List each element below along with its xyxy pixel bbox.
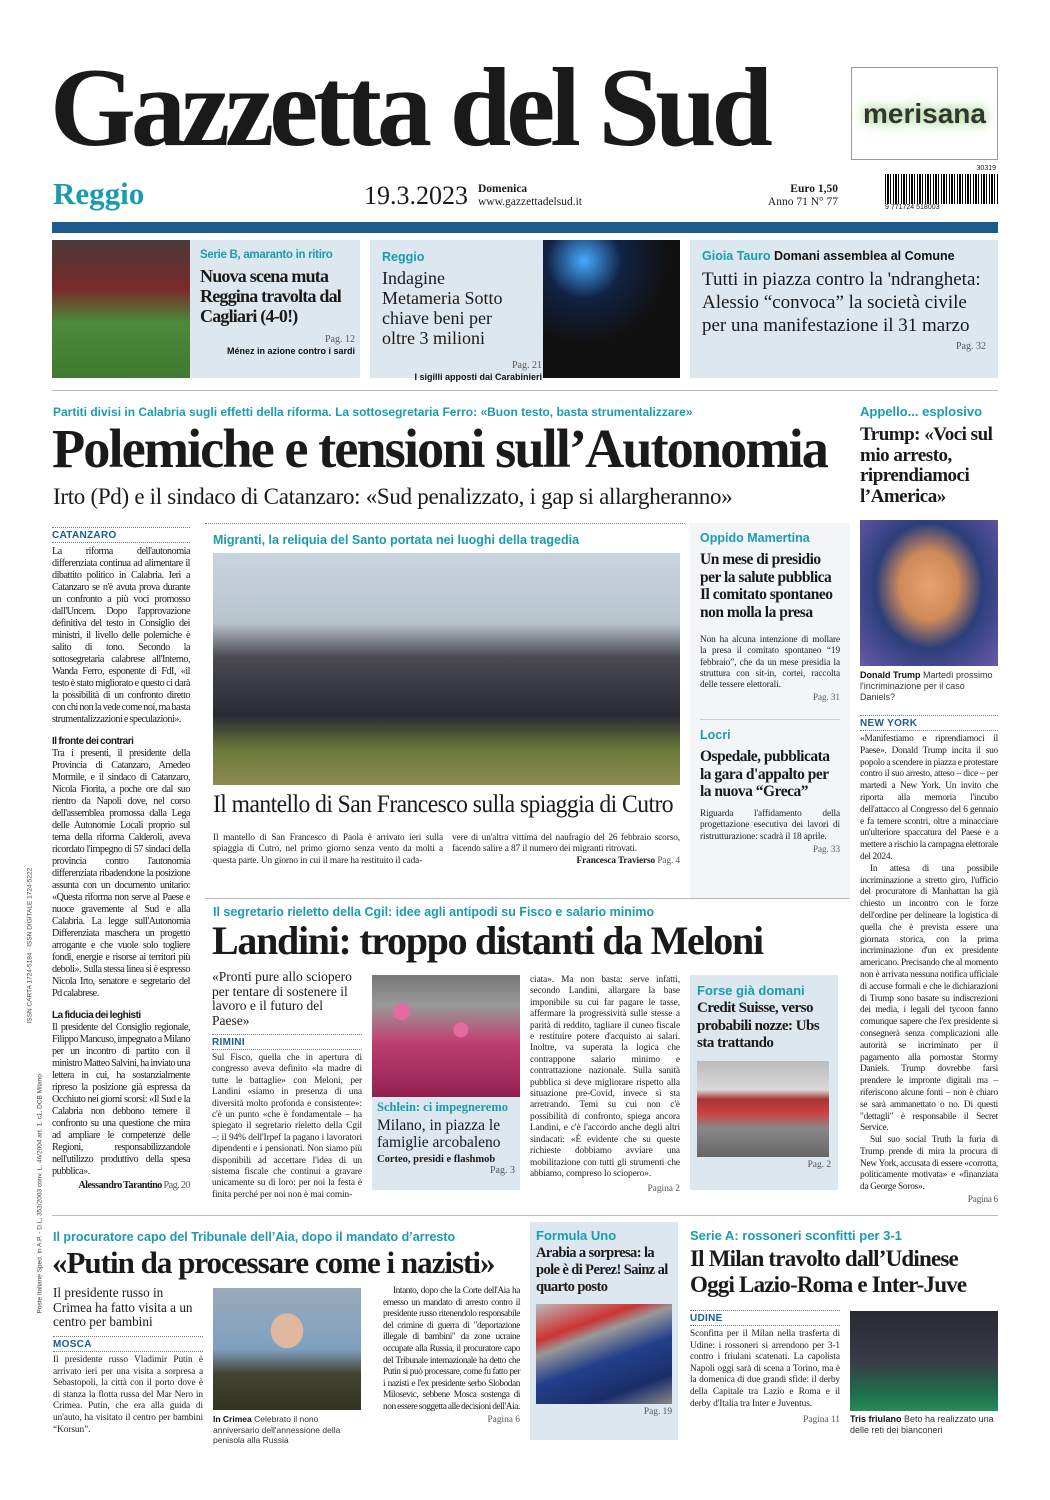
masthead-title: Gazzetta del Sud	[50, 46, 768, 170]
legal-postal: Poste Italiane Sped. in A.P. - D.L. 353/2003 conv. L. 46/2004 art. 1, c1, DCB Milano	[36, 1074, 44, 1314]
putin-screen-photo	[213, 1288, 361, 1410]
schlein-box[interactable]	[372, 975, 520, 1190]
oppido-headline[interactable]: Un mese di presidio per la salute pubblica Il comitato spontaneo non molla la presa	[700, 551, 833, 621]
teaser-gioia-tauro[interactable]	[690, 240, 998, 378]
photo-caption: Martedì prossimo l'incriminazione per il caso Daniels?	[860, 670, 993, 702]
issue-number: Anno 71 N° 77	[767, 196, 838, 208]
photo-caption: Beto ha realizzato una delle reti dei bianconeri	[850, 1414, 994, 1435]
schlein-sub: Corteo, presidi e flashmob	[377, 1154, 496, 1165]
masthead-bar	[52, 222, 998, 233]
ubs-kicker: Forse già domani	[697, 983, 805, 998]
article-text: Il presidente russo Vladimir Putin è arrivato ieri per una visita a sorpresa a Sebastopoli, la città con il porto dove è di stanza la flotta russa del Mar Nero in Crimea. Putin, che era alla guida di un'auto, ha visitato il centro per bambini “Korsun”.	[53, 1355, 203, 1435]
putin-headline[interactable]: «Putin da processare come i nazisti»	[52, 1245, 495, 1280]
page-ref: Pagina 6	[967, 1195, 998, 1206]
f1-photo	[536, 1304, 672, 1404]
teaser-title: Indagine Metameria Sotto chiave beni per oltre 3 milioni	[382, 268, 503, 348]
schlein-kicker: Schlein: ci impegneremo	[377, 1100, 508, 1114]
author: Alessandro Tarantino	[78, 1180, 162, 1191]
locri-kicker: Locri	[700, 728, 731, 743]
lead-headline[interactable]: Polemiche e tensioni sull’Autonomia	[52, 418, 827, 479]
trump-kicker: Appello... esplosivo	[860, 404, 983, 419]
photo-caption: Celebrato il nono anniversario dell'annessione della penisola alla Russia	[213, 1414, 341, 1445]
page-ref: Pag. 2	[807, 1159, 831, 1170]
landini-kicker: Il segretario rieletto della Cgil: idee agli antipodi su Fisco e salario minimo	[213, 905, 655, 919]
teaser-title: Nuova scena muta Reggina travolta dal Cagliari (4-0!)	[200, 266, 341, 326]
udinese-photo	[850, 1311, 998, 1411]
article-text: Tra i presenti, il presidente della Provincia di Catanzaro, Amedeo Mormile, e il sindaco di Catanzaro, Nicola Fiorita, a poche ore dal suo rientro da Napoli dove, nel corso dell'assemblea promossa dalla Lega delle Autonomie Locali proprio sul tema della riforma Calderoli, aveva ricordato l'impegno di 57 sindaci della provincia contro l'autonomia differenziata ribadendone la posizione assunta con un documento unitario: «Questa riforma non serve al Paese e nuoce gravemente al Sud e alla Calabria. La legge sull'Autonomia Differenziata maschera un progetto arrogante e che vuole solo togliere fondi, energie e risorse ai territori più deboli». Sulla stessa linea si è espresso Nicola Irto, senatore e segretario del Pd calabrese.	[52, 748, 190, 999]
page-ref: Pagina 11	[803, 1415, 840, 1426]
article-text: ciata». Ma non basta: serve infatti, secondo Landini, allargare la base imponibile su cui far pagare le tasse, affermare la progressività sulle stesse a parità di reddito, tagliare il cuneo fiscale e restituire potere d'acquisto ai salari. Inoltre, va superata la logica che contrappone salario minimo e contrattazione nazionale. Sulla sanità pubblica si deve migliorare rispetto alla situazione pre-Covid, invece si sta arretrando. Temi su cui non c'è possibilità di confronto, spiega ancora Landini, e c'è l'accordo anche degli altri sindacati: «È evidente che su queste richieste dobbiamo avviare una mobilitazione con tutti gli strumenti che abbiamo, compreso lo sciopero».	[530, 975, 680, 1179]
author: Francesca Travierso	[576, 855, 656, 866]
football-photo	[52, 240, 190, 378]
caption-bold: Donald Trump	[860, 670, 921, 680]
ubs-box[interactable]	[690, 975, 838, 1190]
article-text: Il presidente del Consiglio regionale, Filippo Mancuso, impegnato a Milano per un incontro di partito con il ministro Matteo Salvini, ha inviato una lettera in cui, ha sostanzialmente ripreso la posizione già espressa da Occhiuto nei giorni scorsi: «Il Sud e la Calabria non debbono temere il confronto su una questione che mira ad ampliare le competenze delle Regioni, responsabilizzandole nell'utilizzo produttivo della spesa pubblica».	[52, 1022, 190, 1177]
website[interactable]: www.gazzettadelsud.it	[478, 196, 582, 208]
location-label: NEW YORK	[860, 715, 998, 731]
article-text: Sul Fisco, quella che in apertura di congresso aveva definito «la madre di tutte le battaglie» con Meloni, per Landini «siamo in presenza di una diversità molto profonda e consistente»: c'è un punto «che è fondamentale – ha spiegato il segretario rieletto della Cgil –: il 94% dell'Irpef la pagano i lavoratori dipendenti e i pensionati. Non siamo più disponibili ad accettare l'idea di un sistema fiscale che continui a gravare unicamente su di loro: per noi la festa è finita perché per noi non è mai comin-	[212, 1053, 362, 1200]
page-ref: Pag. 20	[163, 1180, 190, 1191]
article-text: In attesa di una possibile incriminazione a stretto giro, l'ufficio del procuratore di Manhattan ha già chiesto un incontro con le forze dell'ordine per delineare la logistica di quella che è prevista essere una giornata storica, con la prima incriminazione d'un ex presidente americano. Precisando che al momento non è arrivata nessuna notifica ufficiale di accuse formali e che le dichiarazioni di Trump sono basate su indiscrezioni dei media, i legali del tycoon fanno comunque sapere che l'ex presidente si consegnerà senza complicazioni alle autorità se incriminato per il pagamento alla pornostar Stormy Daniels. Trump dovrebbe farsi prendere le impronte digitali ma – riferiscono alcune fonti – non è chiaro se sarà ammanettato o no. Di questi "dettagli" è responsabile il Secret Service.	[860, 863, 998, 1134]
teaser-page: Pag. 32	[956, 341, 986, 352]
cutro-photo	[213, 553, 680, 785]
divider	[52, 390, 998, 391]
cutro-headline[interactable]: Il mantello di San Francesco sulla spiaggia di Cutro	[213, 791, 673, 818]
landini-headline[interactable]: Landini: troppo distanti da Meloni	[212, 918, 763, 963]
article-text: «Manifestiamo e riprendiamoci il Paese». Donald Trump incita il suo popolo a scendere in piazza e protestare contro il suo arresto, atteso – dice – per martedì a New York. Un invito che riporta alla memoria l'incubo dell'attacco al Congresso del 6 gennaio e fa temere scontri, oltre a minacciare un'ulteriore spaccatura del Paese e a mettere a rischio la campagna elettorale del 2024.	[860, 734, 998, 862]
locri-headline[interactable]: Ospedale, pubblicata la gara d'appalto per la nuova “Greca”	[700, 748, 830, 801]
issue-date: 19.3.2023	[364, 181, 468, 210]
teaser-kicker: Serie B, amaranto in ritiro	[200, 249, 333, 261]
teaser-caption: I sigilli apposti dai Carabinieri	[414, 372, 542, 382]
price: Euro 1,50	[790, 183, 838, 195]
barcode-top: 30319	[976, 165, 996, 172]
carabinieri-photo	[543, 240, 680, 378]
oppido-kicker: Oppido Mamertina	[700, 531, 810, 545]
ad-merisana[interactable]	[851, 67, 998, 160]
page-ref: Pag. 4	[657, 855, 680, 866]
teaser-page: Pag. 12	[325, 334, 355, 345]
barcode-number: 9 771724 518003	[885, 204, 940, 211]
subheading: Il fronte dei contrari	[52, 736, 134, 747]
rainbow-families-photo	[372, 975, 520, 1097]
location-label: UDINE	[690, 1310, 840, 1326]
teaser-serie-b[interactable]	[52, 240, 360, 378]
teaser-title: Tutti in piazza contro la 'ndrangheta: Alessio “convoca” la società civile per una manifestazione il 31 marzo	[702, 269, 981, 336]
putin-subhead: Il presidente russo in Crimea ha fatto visita a un centro per bambini	[53, 1285, 193, 1330]
article-text: Riguarda l'affidamento della progettazione esecutiva dei lavori di ristrutturazione: scadrà il 18 aprile.	[700, 808, 840, 842]
teaser-kicker-extra: Domani assemblea al Comune	[774, 249, 955, 263]
ubs-photo	[697, 1061, 829, 1157]
article-text: Sconfitta per il Milan nella trasferta di Udine: i rossoneri si arrendono per 3-1 contro i friulani scatenati. La capolista Napoli oggi sarà di scena a Torino, ma è la domenica di due grandi sfide: il derby della Capitale tra Lazio e Roma e il derby d'Italia tra Inter e Juventus.	[690, 1329, 840, 1409]
page-ref: Pag. 31	[813, 692, 840, 703]
article-text: La riforma dell'autonomia differenziata continua ad alimentare il dibattito politico in Calabria. Ieri a Catanzaro se n'è avuta prova durante un confronto a più voci promosso dall'Uncem. Dopo l'approvazione definitiva del testo in Consiglio dei ministri, il livello delle polemiche è salito di tono. Secondo la sottosegretaria calabrese all'Interno, Wanda Ferro, esponente di FdI, «il testo è stato migliorato e questo ci darà la possibilità di un confronto diretto con chi non la vede come noi, ma basta strumentalizzazioni e speculazioni».	[52, 546, 190, 725]
trump-headline[interactable]: Trump: «Voci sul mio arresto, riprendiamoci l’America»	[860, 424, 993, 507]
teaser-caption: Ménez in azione contro i sardi	[226, 346, 355, 356]
teaser-kicker: Gioia Tauro	[702, 249, 771, 263]
caption-bold: In Crimea	[213, 1414, 252, 1424]
cutro-kicker: Migranti, la reliquia del Santo portata nei luoghi della tragedia	[213, 533, 580, 547]
article-text: Il mantello di San Francesco di Paola è arrivato ieri sulla spiaggia di Cutro, nel primo giorno senza vento da molti a questa parte. Un giorno in cui il mare ha restituito il cada-	[213, 833, 443, 866]
landini-quote: «Pronti pure allo sciopero per tentare di sostenere il lavoro e il futuro del Paese»	[212, 969, 352, 1028]
milan-kicker: Serie A: rossoneri sconfitti per 3-1	[690, 1228, 902, 1243]
f1-headline: Arabia a sorpresa: la pole è di Perez! Sainz al quarto posto	[536, 1245, 668, 1295]
trump-photo	[860, 520, 998, 666]
legal-issn: ISSN CARTA 1724-5184 · ISSN DIGITALE 1724-5222	[26, 867, 34, 1024]
ubs-headline: Credit Suisse, verso probabili nozze: Ubs sta trattando	[697, 1000, 820, 1051]
page-ref: Pag. 33	[813, 843, 840, 854]
location-label: MOSCA	[53, 1336, 203, 1352]
barcode	[885, 165, 998, 212]
page-ref: Pagina 2	[647, 1184, 680, 1195]
schlein-headline: Milano, in piazza le famiglie arcobaleno	[377, 1117, 501, 1151]
page-ref: Pagina 6	[487, 1414, 520, 1425]
f1-box[interactable]	[530, 1222, 678, 1440]
f1-kicker: Formula Uno	[536, 1228, 617, 1243]
location-label: CATANZARO	[52, 527, 190, 543]
article-text: Sul suo social Truth la furia di Trump prende di mira la procura di New York, accusata di essere «corrotta, politicamente motivata» e «finanziata da George Soros».	[860, 1135, 998, 1193]
lead-subhead: Irto (Pd) e il sindaco di Catanzaro: «Sud penalizzato, i gap si allargheranno»	[53, 484, 733, 509]
merisana-logo: merisana	[863, 97, 986, 129]
teaser-reggio[interactable]	[370, 240, 680, 382]
article-text: Intanto, dopo che la Corte dell'Aia ha emesso un mandato di arresto contro il presidente russo ritenendolo responsabile del crimine di guerra di "deportazione illegale di bambini" da zone ucraine occupate alla Russia, il procuratore capo del Tribunale internazionale ha detto che Putin si può processare, come fu fatto per i nazisti e l'ex presidente serbo Slobodan Milosevic, sebbene Mosca sostenga di non essere soggetta alle decisioni dell'Aia.	[383, 1286, 520, 1412]
edition-label: Reggio	[53, 176, 145, 211]
teaser-kicker: Reggio	[382, 250, 425, 264]
weekday: Domenica	[478, 183, 528, 195]
caption-bold: Tris friulano	[850, 1414, 902, 1424]
page-ref: Pag. 19	[643, 1407, 672, 1417]
milan-headline[interactable]: Il Milan travolto dall’Udinese Oggi Lazio-Roma e Inter-Juve	[690, 1246, 967, 1297]
location-label: RIMINI	[212, 1034, 362, 1050]
page-ref: Pag. 3	[490, 1165, 515, 1176]
putin-kicker: Il procuratore capo del Tribunale dell’Aia, dopo il mandato d’arresto	[53, 1230, 456, 1244]
article-text: Non ha alcuna intenzione di mollare la presa il comitato spontaneo “19 febbraio”, che da un mese presidia la struttura con sit-in, cortei, raccolta delle tessere elettorali.	[700, 635, 840, 691]
lead-kicker: Partiti divisi in Calabria sugli effetti della riforma. La sottosegretaria Ferro: «Buon testo, basta strumentalizzare»	[53, 405, 693, 419]
teaser-page: Pag. 21	[512, 360, 542, 371]
article-text: vere di un'altra vittima del naufragio del 26 febbraio scorso, facendo salire a 87 il numero dei migranti ritrovati.	[452, 833, 680, 855]
subheading: La fiducia dei leghisti	[52, 1010, 141, 1021]
